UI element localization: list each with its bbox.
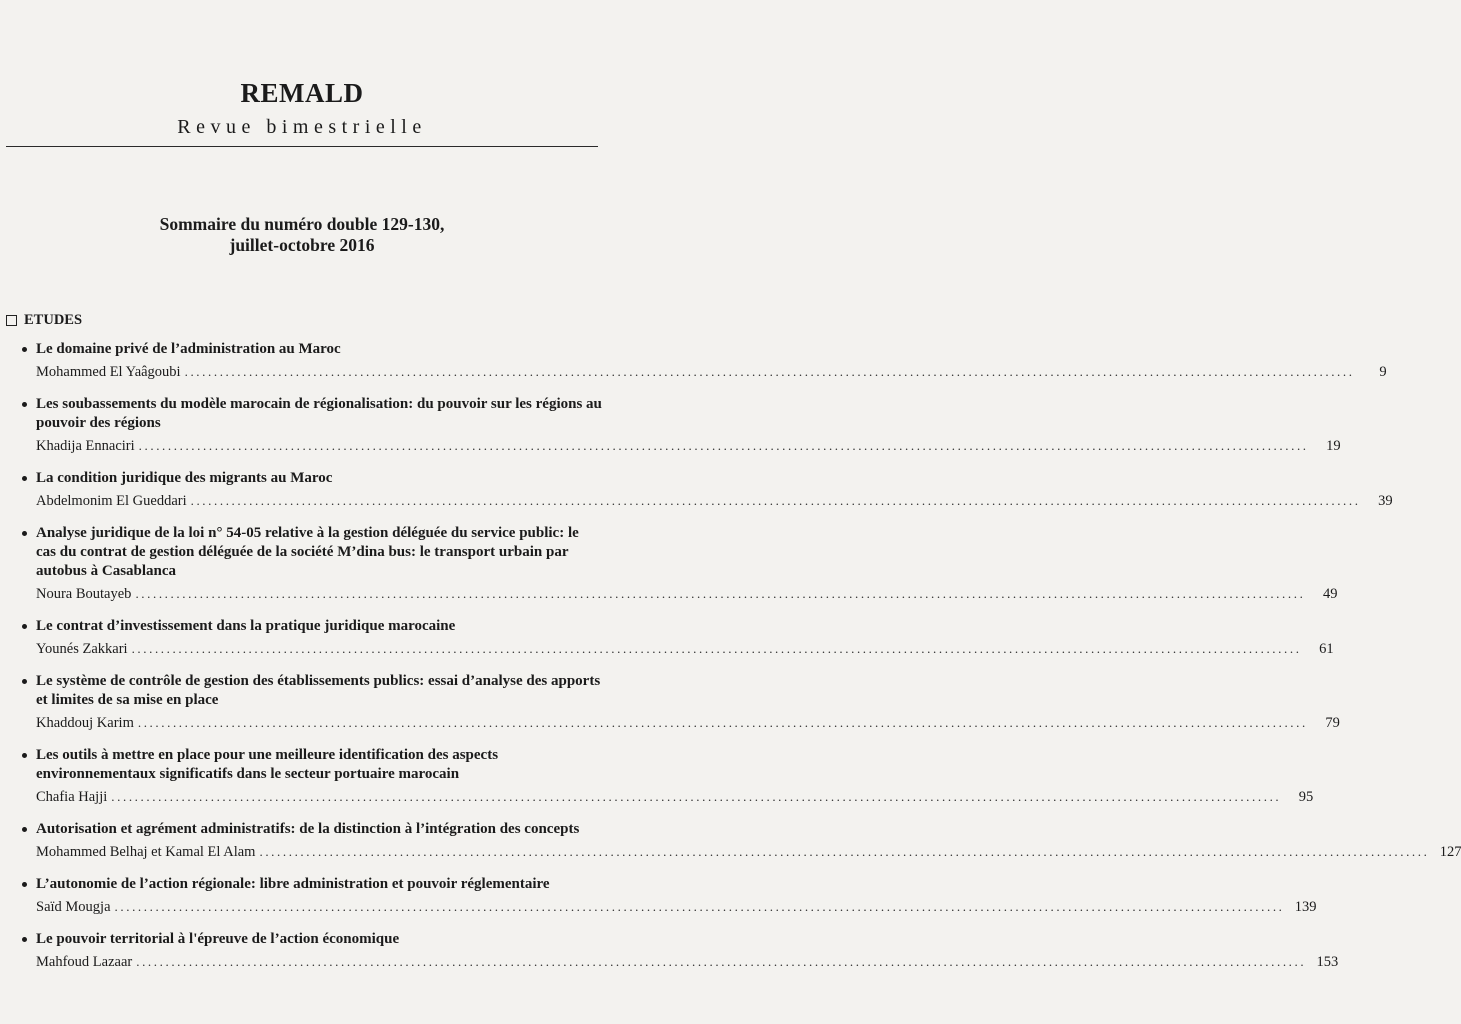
toc-entry-title-text: Analyse juridique de la loi n° 54-05 relative à la gestion déléguée du service public: le cas du contrat de gestion déléguée de la société M’dina bus: le transport urbain par autobus à Casablanca: [36, 525, 579, 579]
toc-entry-title: [22, 820, 602, 839]
journal-title: REMALD: [240, 78, 364, 108]
bullet-icon: [22, 679, 27, 684]
toc-entry-title-text: Les soubassements du modèle marocain de régionalisation: du pouvoir sur les régions au pouvoir des régions: [36, 396, 602, 431]
toc-entry-author-line: [22, 436, 1341, 456]
toc-entry-title: [22, 746, 602, 784]
toc-entry: [22, 746, 1314, 807]
toc-entry-author-line: [22, 362, 1387, 382]
toc-entry-title: [22, 930, 602, 949]
dot-leader: ........................................................................................................................................................................................................: [131, 641, 1302, 656]
dot-leader: ........................................................................................................................................................................................................: [184, 364, 1355, 379]
toc-entry-title-text: Le système de contrôle de gestion des établissements publics: essai d’analyse des apports et limites de sa mise en place: [36, 673, 601, 708]
toc-entry: [22, 395, 1341, 456]
toc-entry-author-line: [22, 842, 1461, 862]
bullet-icon: [22, 937, 27, 942]
bullet-icon: [22, 476, 27, 481]
toc-entry-title-text: Les outils à mettre en place pour une meilleure identification des aspects environnementaux significatifs dans le secteur portuaire marocain: [36, 747, 499, 782]
section-heading: [6, 312, 82, 329]
toc-entry-page: 79: [1325, 715, 1340, 731]
dot-leader: ........................................................................................................................................................................................................: [190, 493, 1361, 508]
bullet-icon: [22, 347, 27, 352]
toc-entry-author-line: [22, 713, 1340, 733]
toc-entry-title: [22, 340, 602, 359]
toc-entry-title-text: Autorisation et agrément administratifs: de la distinction à l’intégration des concepts: [36, 821, 580, 837]
toc-entry-title: [22, 875, 602, 894]
toc-entry-title-text: La condition juridique des migrants au Maroc: [36, 470, 333, 486]
bullet-icon: [22, 753, 27, 758]
toc-entry-author: Mohammed Belhaj et Kamal El Alam: [36, 844, 256, 860]
toc-entry: [22, 875, 1317, 917]
toc-entry-author: Abdelmonim El Gueddari: [36, 493, 187, 509]
toc-entry: [22, 617, 1334, 659]
summary-title: [0, 214, 604, 256]
toc-entry-author: Mohammed El Yaâgoubi: [36, 364, 181, 380]
toc-entry-author: Khadija Ennaciri: [36, 438, 135, 454]
toc-entry-author-line: [22, 639, 1334, 659]
summary-line-2: juillet-octobre 2016: [229, 235, 375, 255]
toc-entry-author-line: [22, 584, 1338, 604]
bullet-icon: [22, 882, 27, 887]
toc-entry-page: 139: [1294, 899, 1317, 915]
header-rule: [6, 146, 598, 147]
toc-entry: [22, 930, 1339, 972]
toc-entry-title: [22, 672, 602, 710]
toc-entry-title: [22, 524, 602, 581]
toc-entry-page: 95: [1298, 789, 1314, 805]
toc-entry-title-text: L’autonomie de l’action régionale: libre administration et pouvoir réglementaire: [36, 876, 550, 892]
toc-entry-author-line: [22, 952, 1339, 972]
bullet-icon: [22, 827, 27, 832]
toc-entry: [22, 672, 1340, 733]
toc-entry-page: 61: [1319, 641, 1334, 657]
toc-entry-author-line: [22, 491, 1393, 511]
bullet-icon: [22, 402, 27, 407]
dot-leader: ........................................................................................................................................................................................................: [138, 438, 1309, 453]
toc-entry-title-text: Le contrat d’investissement dans la pratique juridique marocaine: [36, 618, 456, 634]
toc-entry: [22, 820, 1461, 862]
toc-entry-author: Mahfoud Lazaar: [36, 954, 133, 970]
toc-entry-page: 153: [1316, 954, 1339, 970]
toc-entry-page: 19: [1326, 438, 1341, 454]
toc-entry: [22, 524, 1338, 604]
summary-line-1: Sommaire du numéro double 129-130,: [159, 214, 445, 234]
toc-list: [22, 340, 1461, 985]
dot-leader: ........................................................................................................................................................................................................: [135, 586, 1306, 601]
bullet-icon: [22, 531, 27, 536]
toc-entry-title-text: Le domaine privé de l’administration au Maroc: [36, 341, 341, 357]
toc-entry-author-line: [22, 897, 1317, 917]
journal-subtitle: Revue bimestrielle: [177, 116, 427, 138]
toc-entry-author-line: [22, 787, 1314, 807]
toc-entry: [22, 340, 1387, 382]
toc-entry-author: Noura Boutayeb: [36, 586, 132, 602]
toc-entry-author: Saïd Mougja: [36, 899, 111, 915]
toc-entry-author: Younés Zakkari: [36, 641, 128, 657]
toc-entry: [22, 469, 1393, 511]
checkbox-icon: [6, 315, 17, 326]
toc-entry-author: Khaddouj Karim: [36, 715, 134, 731]
toc-entry-title: [22, 395, 602, 433]
dot-leader: ........................................................................................................................................................................................................: [137, 715, 1308, 730]
toc-entry-page: 49: [1322, 586, 1338, 602]
toc-entry-title-text: Le pouvoir territorial à l'épreuve de l’action économique: [36, 931, 400, 947]
toc-entry-title: [22, 469, 602, 488]
toc-entry-title: [22, 617, 602, 636]
section-label: ETUDES: [24, 312, 83, 328]
toc-entry-page: 127: [1439, 844, 1461, 860]
dot-leader: ........................................................................................................................................................................................................: [114, 899, 1285, 914]
dot-leader: ........................................................................................................................................................................................................: [259, 844, 1430, 859]
toc-entry-author: Chafia Hajji: [36, 789, 108, 805]
dot-leader: ........................................................................................................................................................................................................: [136, 954, 1307, 969]
dot-leader: ........................................................................................................................................................................................................: [111, 789, 1282, 804]
toc-entry-page: 39: [1378, 493, 1393, 509]
toc-entry-page: 9: [1379, 364, 1387, 380]
bullet-icon: [22, 624, 27, 629]
